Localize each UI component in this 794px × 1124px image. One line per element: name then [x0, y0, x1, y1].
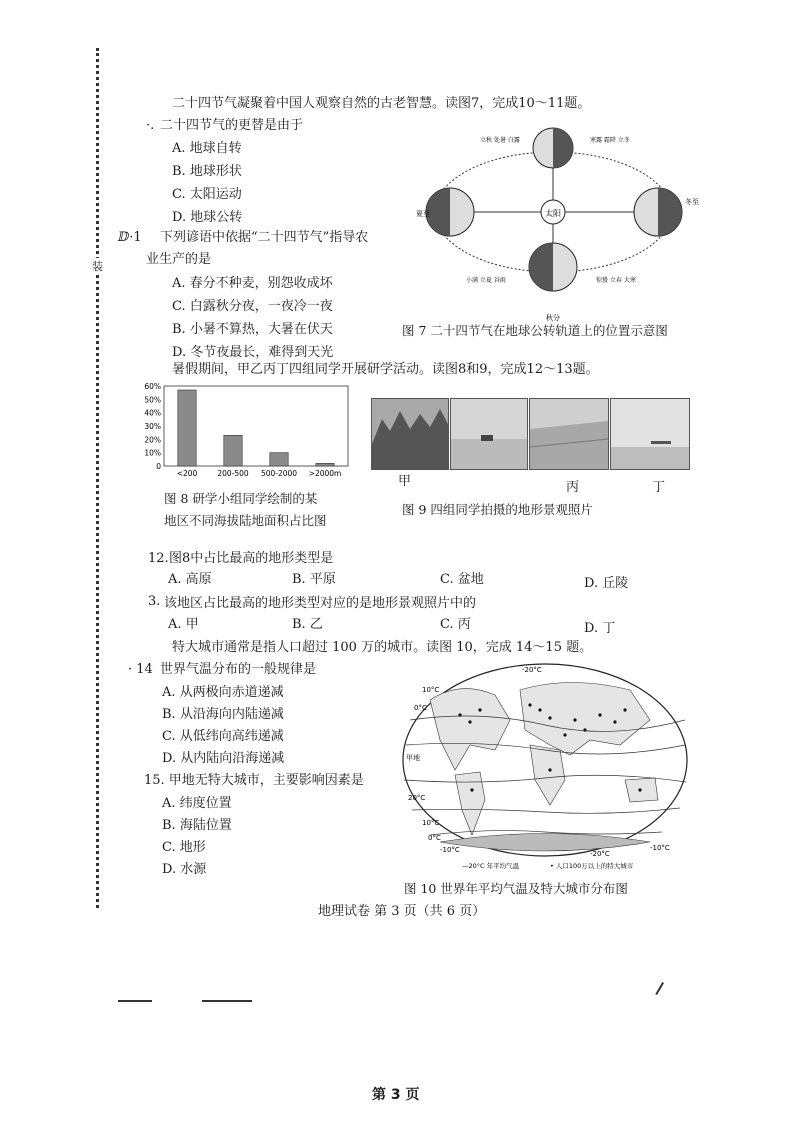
isotherm-label-8: -20°C	[590, 850, 610, 858]
sun-label: 太阳	[545, 209, 561, 218]
figure-7-orbit-diagram	[410, 112, 700, 324]
photo-label-ding: 丁	[652, 480, 666, 495]
label-bottom: 秋分	[546, 314, 560, 322]
q15-stem: 15. 甲地无特大城市，主要影响因素是	[144, 773, 364, 788]
legend-city: • 人口100万以上的特大城市	[550, 862, 634, 870]
q11-stem-line1: 下列谚语中依据“二十四节气”指导农	[160, 230, 369, 245]
bar	[178, 390, 196, 466]
earth-right-icon	[634, 188, 682, 236]
binding-mark: 装	[92, 260, 103, 273]
photo-jia	[371, 398, 449, 470]
q11-option-a[interactable]: A. 春分不种麦，别怨收成坏	[172, 276, 333, 291]
bar	[224, 435, 242, 466]
q10-option-c[interactable]: C. 太阳运动	[172, 187, 242, 202]
figure-10-world-map	[400, 660, 690, 875]
q13-number: 3.	[148, 594, 161, 609]
intro-q12-13: 暑假期间，甲乙丙丁四组同学开展研学活动。读图8和9，完成12～13题。	[172, 362, 599, 377]
q12-number: 12.	[148, 551, 169, 566]
q15-option-c[interactable]: C. 地形	[162, 840, 206, 855]
q14-option-b[interactable]: B. 从沿海向内陆递减	[162, 707, 284, 722]
y-tick-label: 0	[156, 462, 161, 471]
q11-option-b[interactable]: B. 小暑不算热，大暑在伏天	[172, 322, 333, 337]
x-tick-label: <200	[176, 469, 198, 478]
x-tick-label: 200-500	[217, 469, 249, 478]
q12-option-b[interactable]: B. 平原	[292, 572, 336, 587]
terms-bottom-right: 惊蛰 立春 大寒	[596, 277, 636, 284]
q14-option-a[interactable]: A. 从两极向赤道递减	[162, 685, 284, 700]
q13-stem: 该地区占比最高的地形类型对应的是地形景观照片中的	[164, 596, 477, 611]
earth-top-icon	[533, 128, 573, 168]
q14-number: · 14	[128, 662, 153, 677]
q11-stem-line2: 业生产的是	[146, 252, 212, 267]
q14-option-c[interactable]: C. 从低纬向高纬递减	[162, 729, 284, 744]
x-tick-label: 500-2000	[260, 469, 298, 478]
isotherm-label-9: -10°C	[650, 844, 670, 852]
isotherm-label-1: -20°C	[522, 666, 542, 674]
q12-option-c[interactable]: C. 盆地	[440, 572, 484, 587]
earth-bottom-icon	[529, 243, 577, 291]
scan-mark-corner	[655, 982, 672, 1000]
label-winter-solstice: 冬至	[685, 198, 699, 206]
intro-q10-11: 二十四节气凝聚着中国人观察自然的古老智慧。读图7，完成10～11题。	[172, 96, 591, 111]
q11-option-c[interactable]: C. 白露秋分夜，一夜冷一夜	[172, 299, 333, 314]
intro-q14-15: 特大城市通常是指人口超过 100 万的城市。读图 10，完成 14～15 题。	[172, 640, 593, 655]
q10-option-a[interactable]: A. 地球自转	[172, 141, 242, 156]
bar	[316, 463, 334, 466]
binding-line	[96, 48, 103, 908]
photo-yi	[450, 398, 528, 470]
photo-bing	[529, 398, 609, 470]
terms-bottom-left: 小满 立夏 谷雨	[466, 277, 506, 284]
q15-option-d[interactable]: D. 水源	[162, 862, 207, 877]
photo-ding	[610, 398, 690, 470]
q10-stem: 二十四节气的更替是由于	[160, 118, 304, 133]
isotherm-label-7: -10°C	[440, 846, 460, 854]
q12-option-a[interactable]: A. 高原	[168, 572, 212, 587]
q12-stem: 图8中占比最高的地形类型是	[169, 551, 334, 566]
q15-option-a[interactable]: A. 纬度位置	[162, 796, 232, 811]
bar	[270, 453, 288, 466]
isotherm-label-3: 0°C	[414, 704, 427, 712]
q10-option-d[interactable]: D. 地球公转	[172, 210, 243, 225]
q15-option-b[interactable]: B. 海陆位置	[162, 818, 232, 833]
q13-option-b[interactable]: B. 乙	[292, 617, 323, 632]
q13-option-a[interactable]: A. 甲	[168, 617, 199, 632]
terms-top-left: 立秋 处暑 白露	[480, 137, 520, 144]
exam-footer: 地理试卷 第 3 页（共 6 页）	[318, 904, 486, 919]
q14-option-d[interactable]: D. 从内陆向沿海递减	[162, 751, 285, 766]
y-tick-label: 20%	[144, 435, 161, 445]
region-label-jia: 甲地	[406, 754, 420, 762]
photo-label-bing: 丙	[566, 480, 580, 495]
isotherm-label-2: 10°C	[422, 686, 440, 694]
y-tick-label: 60%	[144, 382, 161, 391]
isotherm-label-5: 10°C	[422, 819, 440, 827]
scan-mark-left	[118, 1000, 152, 1002]
label-summer-solstice: 夏至	[416, 210, 430, 218]
q11-option-d[interactable]: D. 冬节夜最长，难得到天光	[172, 345, 334, 360]
figure-8-caption-line1: 图 8 研学小组同学绘制的某	[164, 491, 318, 506]
isotherm-label-6: 0°C	[428, 834, 441, 842]
page-label: 第 3 页	[372, 1087, 420, 1103]
legend-isotherm: —20°C 年平均气温	[462, 862, 520, 870]
figure-8-caption-line2: 地区不同海拔陆地面积占比图	[164, 513, 327, 528]
figure-9-caption: 图 9 四组同学拍摄的地形景观照片	[402, 502, 593, 517]
q13-option-d[interactable]: D. 丁	[584, 621, 616, 636]
figure-8-bar-chart	[138, 380, 353, 480]
y-tick-label: 10%	[144, 448, 161, 458]
q14-stem: 世界气温分布的一般规律是	[160, 662, 317, 677]
q10-option-b[interactable]: B. 地球形状	[172, 164, 242, 179]
q12-option-d[interactable]: D. 丘陵	[584, 576, 629, 591]
y-tick-label: 30%	[144, 422, 161, 431]
isotherm-label-4: 20°C	[408, 794, 426, 802]
q10-number: ·.	[146, 118, 155, 133]
photo-label-jia: 甲	[398, 474, 412, 489]
earth-left-icon	[426, 188, 474, 236]
x-tick-label: >2000m	[308, 469, 342, 478]
y-tick-label: 50%	[144, 395, 161, 405]
terms-top-right: 寒露 霜降 立冬	[590, 137, 630, 144]
y-tick-label: 40%	[144, 408, 161, 418]
figure-7-caption: 图 7 二十四节气在地球公转轨道上的位置示意图	[402, 323, 668, 338]
q13-option-c[interactable]: C. 丙	[440, 617, 471, 632]
q11-number: ⅅ·1	[118, 230, 142, 245]
figure-10-caption: 图 10 世界年平均气温及特大城市分布图	[404, 881, 628, 896]
scan-mark-right	[202, 1000, 252, 1002]
